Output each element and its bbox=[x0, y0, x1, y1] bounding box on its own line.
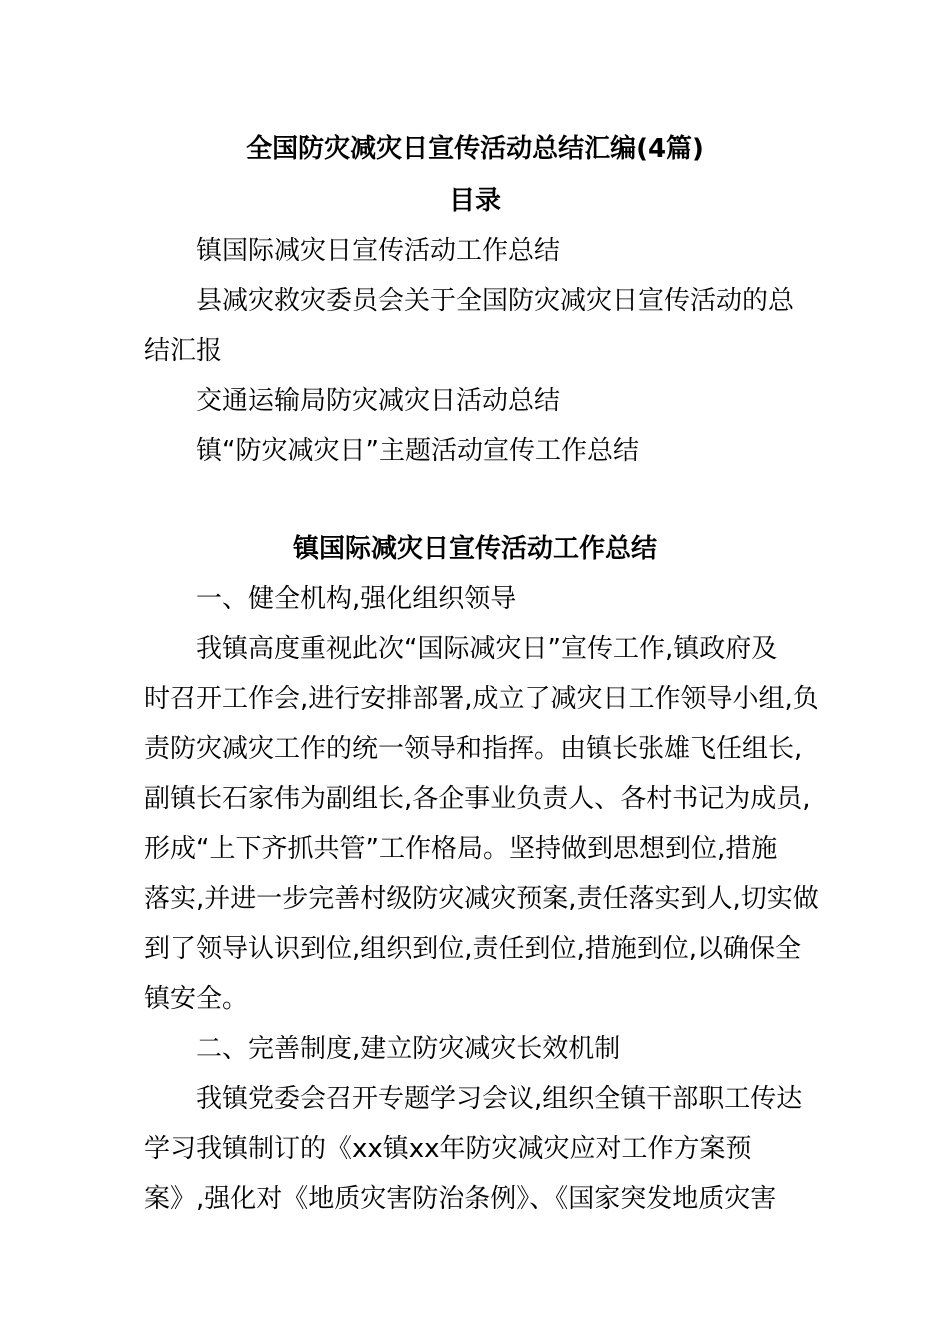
paragraph-line: 学习我镇制订的《xx镇xx年防灾减灾应对工作方案预 bbox=[144, 1134, 752, 1164]
paragraph-line: 我镇党委会召开专题学习会议,组织全镇干部职工传达 bbox=[196, 1084, 803, 1114]
section-heading: 一、健全机构,强化组织领导 bbox=[196, 584, 517, 614]
paragraph-line: 时召开工作会,进行安排部署,成立了减灾日工作领导小组,负 bbox=[144, 684, 819, 714]
paragraph-line: 责防灾减灾工作的统一领导和指挥。由镇长张雄飞任组长, bbox=[144, 734, 803, 764]
paragraph-line: 我镇高度重视此次“国际减灾日”宣传工作,镇政府及 bbox=[196, 634, 778, 664]
toc-item-continuation: 结汇报 bbox=[144, 336, 223, 366]
toc-heading: 目录 bbox=[448, 186, 501, 216]
toc-item: 镇国际减灾日宣传活动工作总结 bbox=[196, 236, 561, 266]
paragraph-line: 镇安全。 bbox=[144, 984, 249, 1014]
toc-item: 县减灾救灾委员会关于全国防灾减灾日宣传活动的总 bbox=[196, 286, 795, 316]
paragraph-line: 落实,并进一步完善村级防灾减灾预案,责任落实到人,切实做 bbox=[144, 884, 819, 914]
paragraph-line: 副镇长石家伟为副组长,各企事业负责人、各村书记为成员, bbox=[144, 784, 811, 814]
paragraph-line: 案》,强化对《地质灾害防治条例》、《国家突发地质灾害 bbox=[144, 1184, 777, 1214]
article-title: 镇国际减灾日宣传活动工作总结 bbox=[292, 534, 657, 564]
section-heading: 二、完善制度,建立防灾减灾长效机制 bbox=[196, 1034, 621, 1064]
toc-item: 交通运输局防灾减灾日活动总结 bbox=[196, 386, 561, 416]
paragraph-line: 到了领导认识到位,组织到位,责任到位,措施到位,以确保全 bbox=[144, 934, 802, 964]
main-title: 全国防灾减灾日宣传活动总结汇编(4篇) bbox=[246, 134, 704, 164]
paragraph-line: 形成“上下齐抓共管”工作格局。坚持做到思想到位,措施 bbox=[144, 834, 778, 864]
toc-item: 镇“防灾减灾日”主题活动宣传工作总结 bbox=[196, 436, 639, 466]
